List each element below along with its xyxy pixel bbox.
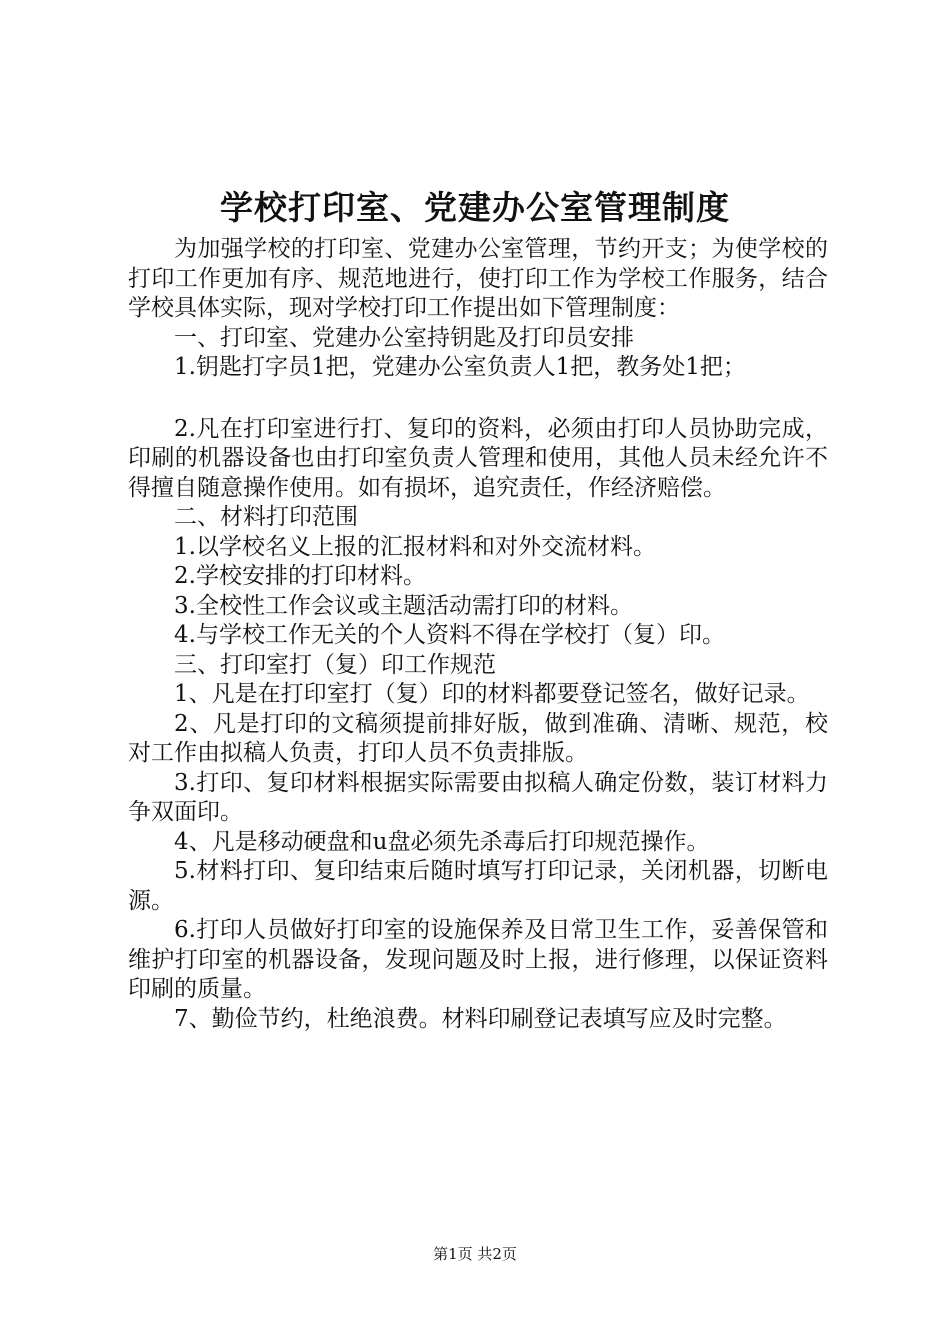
page-number-footer: 第1页 共2页 bbox=[433, 1245, 517, 1263]
paragraph-intro: 为加强学校的打印室、党建办公室管理，节约开支；为使学校的打印工作更加有序、规范地进行，使打印工作为学校工作服务，结合学校具体实际，现对学校打印工作提出如下管理制度： bbox=[128, 236, 828, 321]
paragraph-item: 4、凡是移动硬盘和u盘必须先杀毒后打印规范操作。 bbox=[174, 828, 710, 855]
paragraph-item: 4.与学校工作无关的个人资料不得在学校打（复）印。 bbox=[174, 622, 725, 648]
section-heading-3: 三、打印室打（复）印工作规范 bbox=[174, 651, 496, 678]
section-heading-1: 一、打印室、党建办公室持钥匙及打印员安排 bbox=[174, 324, 634, 351]
paragraph-item: 5.材料打印、复印结束后随时填写打印记录，关闭机器，切断电源。 bbox=[128, 858, 828, 914]
paragraph-item: 1.以学校名义上报的汇报材料和对外交流材料。 bbox=[174, 533, 656, 560]
paragraph-item: 1.钥匙打字员1把，党建办公室负责人1把，教务处1把； bbox=[174, 354, 746, 380]
paragraph-item: 2.凡在打印室进行打、复印的资料，必须由打印人员协助完成，印刷的机器设备也由打印室负责人管理和使用，其他人员未经允许不得擅自随意操作使用。如有损坏，追究责任，作经济赔偿。 bbox=[128, 415, 828, 501]
paragraph-item: 1、凡是在打印室打（复）印的材料都要登记签名，做好记录。 bbox=[174, 681, 810, 707]
paragraph-item: 3.打印、复印材料根据实际需要由拟稿人确定份数，装订材料力争双面印。 bbox=[128, 769, 828, 825]
document-title: 学校打印室、党建办公室管理制度 bbox=[220, 188, 730, 227]
paragraph-item: 7、勤俭节约，杜绝浪费。材料印刷登记表填写应及时完整。 bbox=[174, 1005, 787, 1032]
document-body bbox=[128, 235, 828, 1034]
paragraph-item: 3.全校性工作会议或主题活动需打印的材料。 bbox=[174, 592, 633, 619]
section-heading-2: 二、材料打印范围 bbox=[174, 504, 358, 530]
paragraph-item: 2.学校安排的打印材料。 bbox=[174, 563, 426, 589]
paragraph-item: 2、凡是打印的文稿须提前排好版，做到准确、清晰、规范，校对工作由拟稿人负责，打印人员不负责排版。 bbox=[128, 710, 828, 766]
paragraph-item: 6.打印人员做好打印室的设施保养及日常卫生工作，妥善保管和维护打印室的机器设备，发现问题及时上报，进行修理，以保证资料印刷的质量。 bbox=[128, 917, 828, 1002]
